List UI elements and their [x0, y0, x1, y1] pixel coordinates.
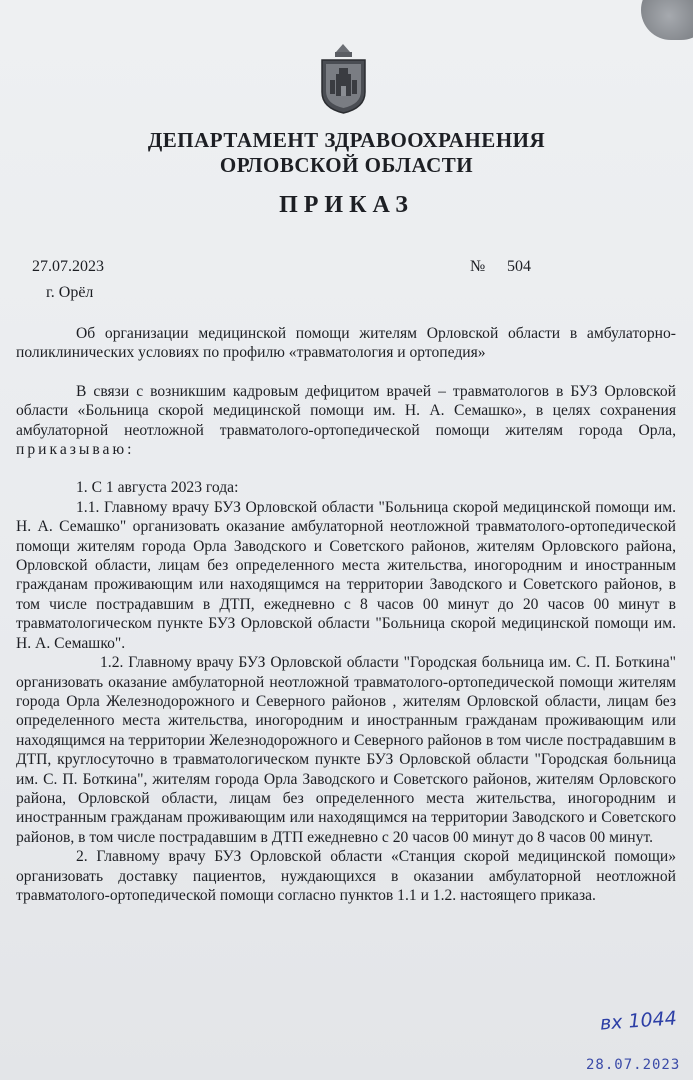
department-title-line1: ДЕПАРТАМЕНТ ЗДРАВООХРАНЕНИЯ — [147, 128, 546, 152]
preamble — [16, 382, 676, 460]
coat-of-arms-icon — [316, 40, 371, 115]
preamble-text: В связи с возникшим кадровым дефицитом врачей – травматологов в БУЗ Орловской области «Больница скорой медицинской помощи им. Н. А. Семашко», в целях сохранения амбулаторной неотложной травматолого-ортопедической помощи жителям города Орла, — [16, 382, 676, 439]
document-type-title: ПРИКАЗ — [279, 192, 414, 218]
order-city: г. Орёл — [46, 284, 94, 301]
document-body — [16, 324, 676, 905]
item-2: 2. Главному врачу БУЗ Орловской области «Станция скорой медицинской помощи» организовать доставку пациентов, нуждающихся в оказании амбулаторной неотложной травматолого-ортопедической помощи согласно пунктов 1.1 и 1.2. настоящего приказа. — [16, 848, 676, 904]
received-date-stamp: 28.07.2023 — [586, 1057, 681, 1073]
order-number: 504 — [507, 258, 531, 275]
order-number-label: № — [470, 258, 486, 275]
handwritten-incoming-note: вх 1044 — [599, 1007, 678, 1035]
order-subject: Об организации медицинской помощи жителям Орловской области в амбулаторно-поликлинических условиях по профилю «травматология и ортопедия» — [16, 325, 676, 362]
item-1-2: 1.2. Главному врачу БУЗ Орловской области "Городская больница им. С. П. Боткина" организовать оказание амбулаторной неотложной травматолого-ортопедической помощи жителям города Орла Железнодорожного и Северного районов , жителям Орловской области, лицам без определенного места жительства, иногородним и иностранным гражданам проживающим или находящимся на территории Железнодорожного и Северного районов в том числе пострадавшим в ДТП, круглосуточно в травматологическом пункте БУЗ Орловской области "Городская больница им. С. П. Боткина", жителям города Орла Заводского и Советского районов, жителям Орловского района, Орловской области, лицам без определенного места жительства, иногородним и иностранным гражданам проживающим или находящимся на территории Заводского и Советского районов, в том числе пострадавшим в ДТП ежедневно с 20 часов 00 минут до 8 часов 00 минут. — [16, 654, 676, 846]
department-title-line2: ОРЛОВСКОЙ ОБЛАСТИ — [219, 153, 474, 177]
order-date: 27.07.2023 — [32, 258, 104, 275]
item-1-1: 1.1. Главному врачу БУЗ Орловской области "Больница скорой медицинской помощи им. Н. А. Семашко" организовать оказание амбулаторной неотложной травматолого-ортопедической помощи жителям города Орла Заводского и Советского районов, жителям Орловского района, Орловской области, лицам без определенного места жительства, иногородним и иностранным гражданам проживающим или находящимся на территории Заводского и Советского районов, в том числе пострадавшим в ДТП, ежедневно с 8 часов 00 минут до 20 часов 00 минут в травматологическом пункте БУЗ Орловской области "Больница скорой медицинской помощи им. Н. А. Семашко". — [16, 498, 676, 652]
binder-clip — [641, 0, 693, 40]
order-word: приказываю: — [16, 441, 135, 459]
item-1: 1. С 1 августа 2023 года: — [76, 479, 239, 497]
